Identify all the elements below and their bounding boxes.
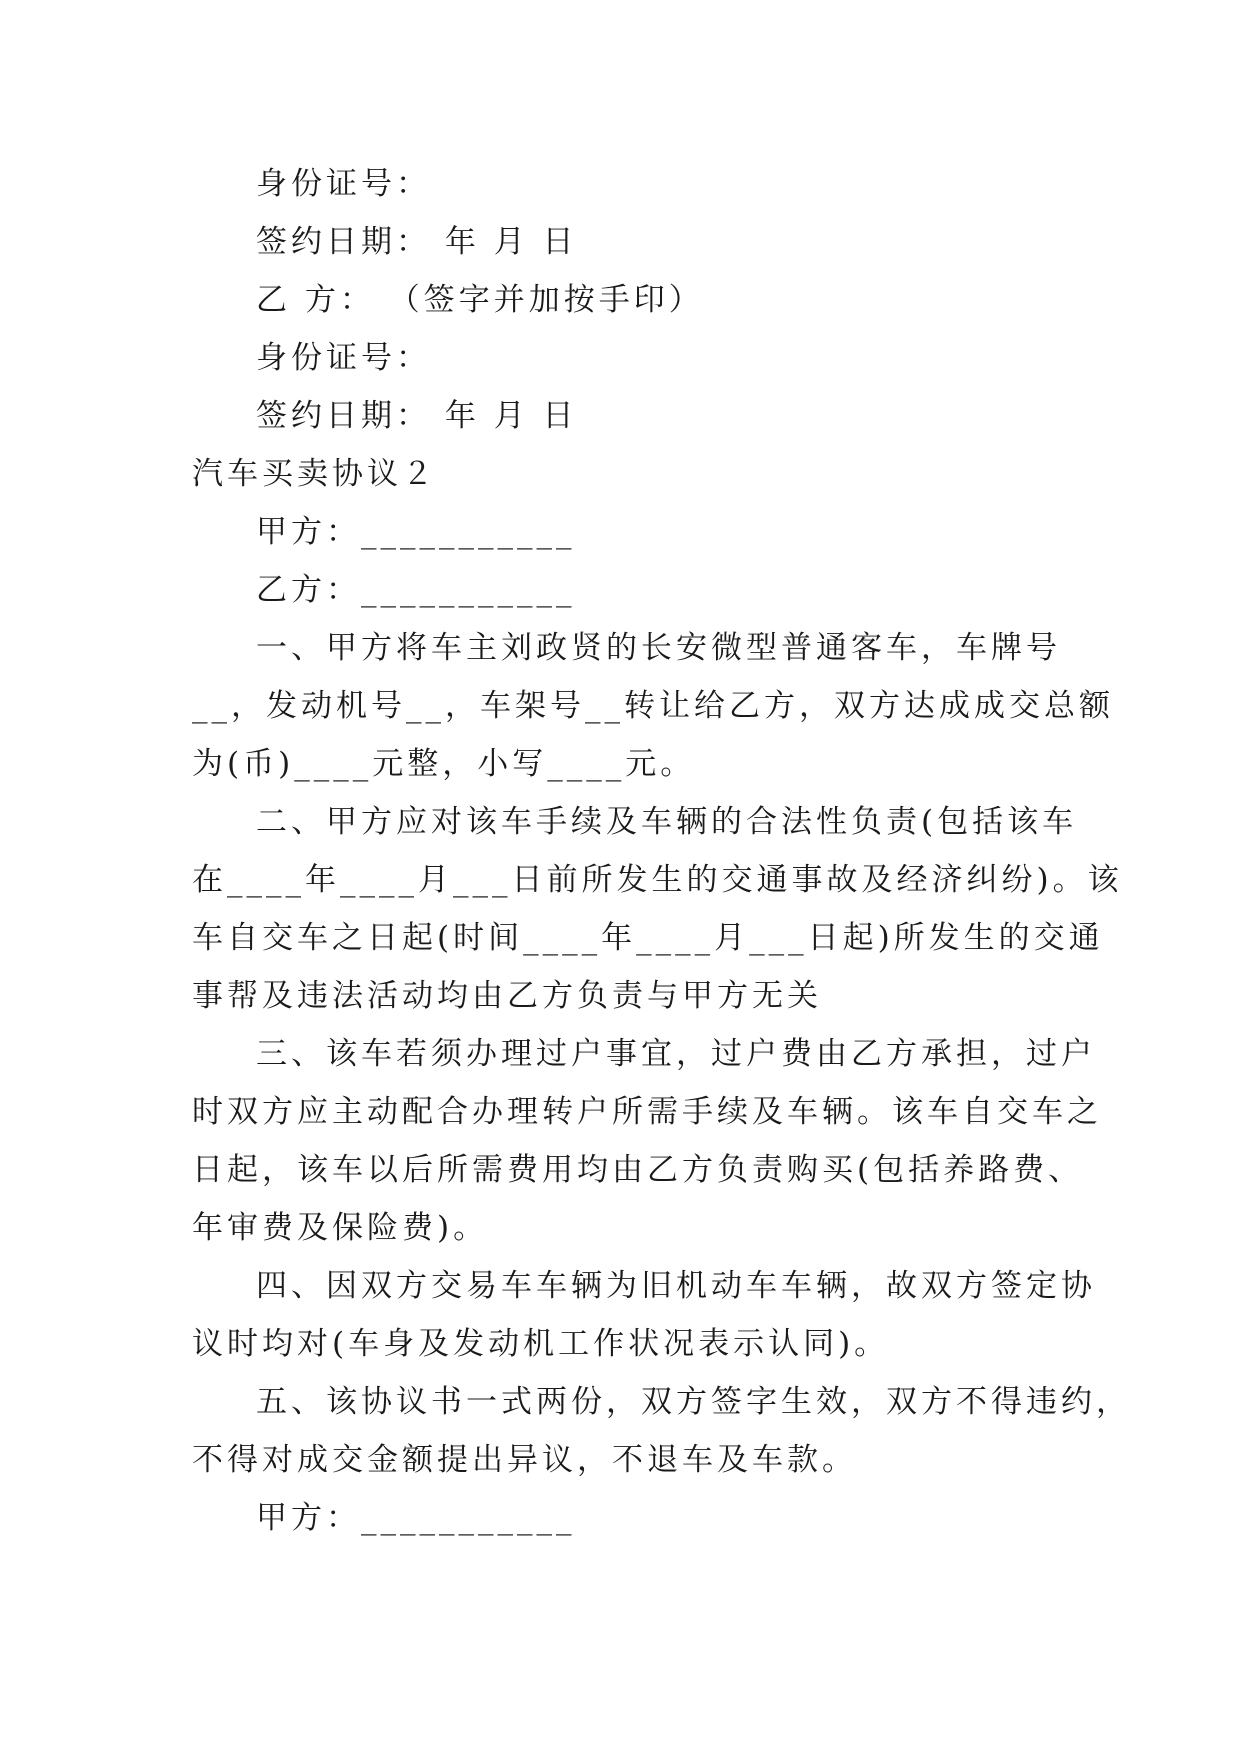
agreement-title: 汽车买卖协议２ bbox=[192, 456, 437, 492]
party-a-field: 甲方：___________ bbox=[256, 514, 576, 550]
clause-3-line-1: 三、该车若须办理过户事宜，过户费由乙方承担，过户 bbox=[256, 1036, 1096, 1072]
clause-5-line-1: 五、该协议书一式两份，双方签字生效，双方不得违约， bbox=[256, 1384, 1131, 1420]
clause-3-line-4: 年审费及保险费)。 bbox=[192, 1210, 489, 1246]
buyer-id-number-label: 身份证号： bbox=[256, 340, 431, 376]
seller-sign-date-label: 签约日期： 年 月 日 bbox=[256, 224, 578, 260]
seller-id-number-label: 身份证号： bbox=[256, 166, 431, 202]
clause-1-line-1: 一、甲方将车主刘政贤的长安微型普通客车，车牌号 bbox=[256, 630, 1061, 666]
party-b-field: 乙方：___________ bbox=[256, 572, 576, 608]
clause-5-line-2: 不得对成交金额提出异议，不退车及车款。 bbox=[192, 1442, 857, 1478]
clause-1-line-3: 为(币)____元整，小写____元。 bbox=[192, 746, 696, 782]
clause-2-line-1: 二、甲方应对该车手续及车辆的合法性负责(包括该车 bbox=[256, 804, 1078, 840]
buyer-sign-date-label: 签约日期： 年 月 日 bbox=[256, 398, 578, 434]
clause-2-line-3: 车自交车之日起(时间____年____月___日起)所发生的交通 bbox=[192, 920, 1104, 956]
clause-3-line-3: 日起，该车以后所需费用均由乙方负责购买(包括养路费、 bbox=[192, 1152, 1084, 1188]
buyer-signature-label: 乙 方： （签字并加按手印） bbox=[256, 282, 704, 318]
clause-1-line-2: __，发动机号__，车架号__转让给乙方，双方达成成交总额 bbox=[192, 688, 1114, 724]
clause-3-line-2: 时双方应主动配合办理转户所需手续及车辆。该车自交车之 bbox=[192, 1094, 1102, 1130]
clause-4-line-2: 议时均对(车身及发动机工作状况表示认同)。 bbox=[192, 1326, 890, 1362]
clause-4-line-1: 四、因双方交易车车辆为旧机动车车辆，故双方签定协 bbox=[256, 1268, 1096, 1304]
party-a-signature-field: 甲方：___________ bbox=[256, 1500, 576, 1536]
clause-2-line-2: 在____年____月___日前所发生的交通事故及经济纠纷)。该 bbox=[192, 862, 1123, 898]
clause-2-line-4: 事帮及违法活动均由乙方负责与甲方无关 bbox=[192, 978, 822, 1014]
